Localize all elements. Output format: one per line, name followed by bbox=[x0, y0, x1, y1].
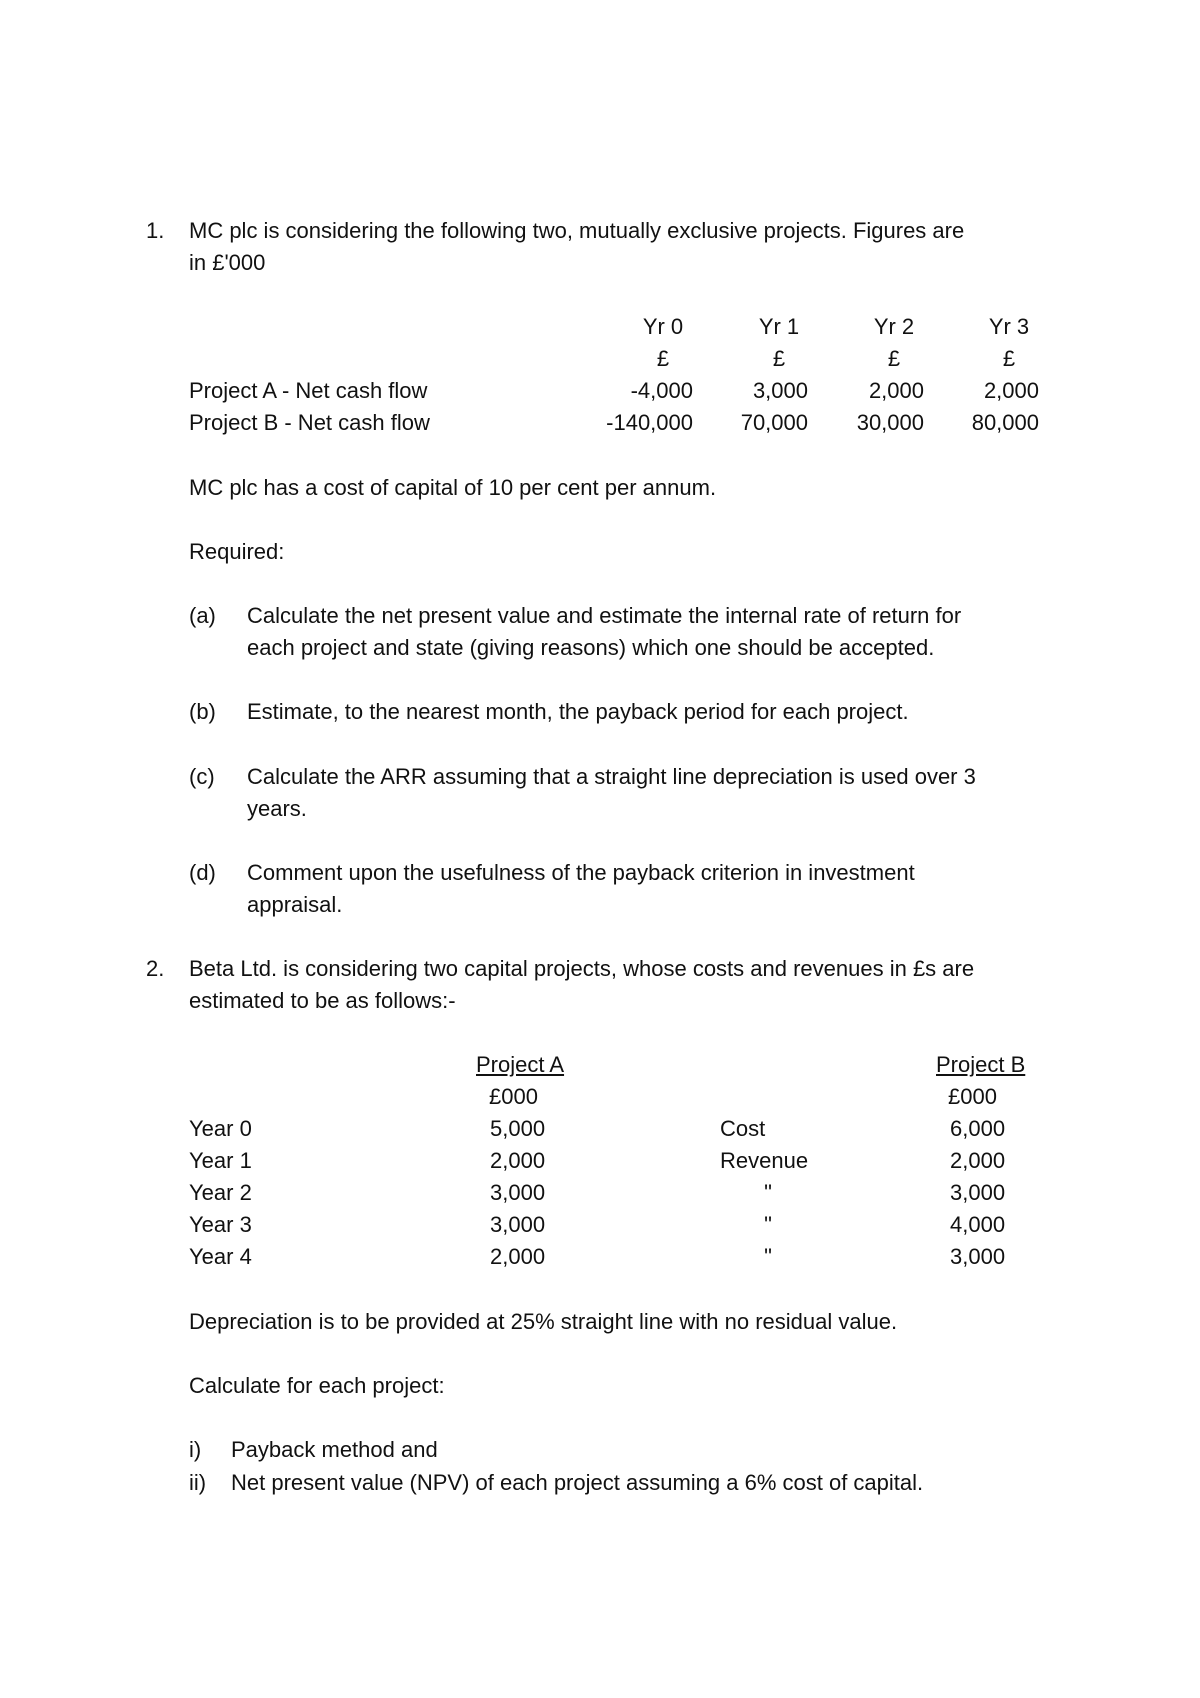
year-label: Year 1 bbox=[189, 1148, 252, 1173]
question-intro-line-2: estimated to be as follows:- bbox=[189, 988, 456, 1013]
row-type: Cost bbox=[720, 1116, 766, 1141]
currency-symbol: £ bbox=[772, 346, 786, 371]
calculate-heading: Calculate for each project: bbox=[189, 1373, 445, 1398]
column-header-yr3: Yr 3 bbox=[988, 314, 1030, 339]
item-text: Payback method and bbox=[231, 1437, 438, 1462]
part-label: (a) bbox=[189, 603, 216, 628]
project-b-value: 4,000 bbox=[950, 1212, 1006, 1237]
part-label: (b) bbox=[189, 699, 216, 724]
currency-symbol: £ bbox=[1002, 346, 1016, 371]
project-b-value: 6,000 bbox=[950, 1116, 1006, 1141]
row-label: Project A - Net cash flow bbox=[189, 378, 428, 403]
project-b-header: Project B bbox=[936, 1052, 1026, 1077]
ditto-mark: " bbox=[764, 1212, 772, 1237]
column-header-yr2: Yr 2 bbox=[873, 314, 915, 339]
part-text-line-2: appraisal. bbox=[247, 892, 343, 917]
question-number: 2. bbox=[146, 956, 165, 981]
year-label: Year 0 bbox=[189, 1116, 252, 1141]
part-text-line-1: Estimate, to the nearest month, the payback period for each project. bbox=[247, 699, 909, 724]
project-b-unit: £000 bbox=[948, 1084, 997, 1109]
part-text-line-1: Calculate the ARR assuming that a straight line depreciation is used over 3 bbox=[247, 764, 976, 789]
year-label: Year 2 bbox=[189, 1180, 252, 1205]
project-b-value: 3,000 bbox=[950, 1180, 1006, 1205]
project-a-value: 2,000 bbox=[490, 1148, 546, 1173]
currency-symbol: £ bbox=[656, 346, 670, 371]
cell-value: -140,000 bbox=[606, 410, 693, 435]
question-intro-line-2: in £'000 bbox=[189, 250, 266, 275]
row-type: Revenue bbox=[720, 1148, 809, 1173]
cell-value: -4,000 bbox=[630, 378, 693, 403]
part-text-line-1: Comment upon the usefulness of the payback criterion in investment bbox=[247, 860, 915, 885]
project-a-value: 5,000 bbox=[490, 1116, 546, 1141]
project-a-value: 3,000 bbox=[490, 1212, 546, 1237]
depreciation-text: Depreciation is to be provided at 25% straight line with no residual value. bbox=[189, 1309, 898, 1334]
cell-value: 80,000 bbox=[971, 410, 1039, 435]
row-label: Project B - Net cash flow bbox=[189, 410, 430, 435]
part-text-line-2: years. bbox=[247, 796, 307, 821]
part-label: (c) bbox=[189, 764, 215, 789]
column-header-yr1: Yr 1 bbox=[758, 314, 800, 339]
required-heading: Required: bbox=[189, 539, 285, 564]
question-number: 1. bbox=[146, 218, 165, 243]
year-label: Year 3 bbox=[189, 1212, 252, 1237]
cell-value: 3,000 bbox=[752, 378, 808, 403]
cell-value: 2,000 bbox=[983, 378, 1039, 403]
part-text-line-2: each project and state (giving reasons) which one should be accepted. bbox=[247, 635, 935, 660]
question-intro-line-1: Beta Ltd. is considering two capital projects, whose costs and revenues in £s are bbox=[189, 956, 975, 981]
project-a-value: 3,000 bbox=[490, 1180, 546, 1205]
cost-of-capital-text: MC plc has a cost of capital of 10 per cent per annum. bbox=[189, 475, 717, 500]
item-label: i) bbox=[189, 1437, 202, 1462]
item-label: ii) bbox=[189, 1470, 207, 1495]
cell-value: 70,000 bbox=[740, 410, 808, 435]
currency-symbol: £ bbox=[887, 346, 901, 371]
year-label: Year 4 bbox=[189, 1244, 252, 1269]
project-a-value: 2,000 bbox=[490, 1244, 546, 1269]
project-a-header: Project A bbox=[476, 1052, 565, 1077]
column-header-yr0: Yr 0 bbox=[642, 314, 684, 339]
cell-value: 2,000 bbox=[868, 378, 924, 403]
item-text: Net present value (NPV) of each project assuming a 6% cost of capital. bbox=[231, 1470, 924, 1495]
project-b-value: 2,000 bbox=[950, 1148, 1006, 1173]
project-a-unit: £000 bbox=[489, 1084, 538, 1109]
part-text-line-1: Calculate the net present value and estimate the internal rate of return for bbox=[247, 603, 962, 628]
cell-value: 30,000 bbox=[856, 410, 924, 435]
ditto-mark: " bbox=[764, 1244, 772, 1269]
part-label: (d) bbox=[189, 860, 216, 885]
project-b-value: 3,000 bbox=[950, 1244, 1006, 1269]
question-intro-line-1: MC plc is considering the following two, mutually exclusive projects. Figures are bbox=[189, 218, 965, 243]
ditto-mark: " bbox=[764, 1180, 772, 1205]
